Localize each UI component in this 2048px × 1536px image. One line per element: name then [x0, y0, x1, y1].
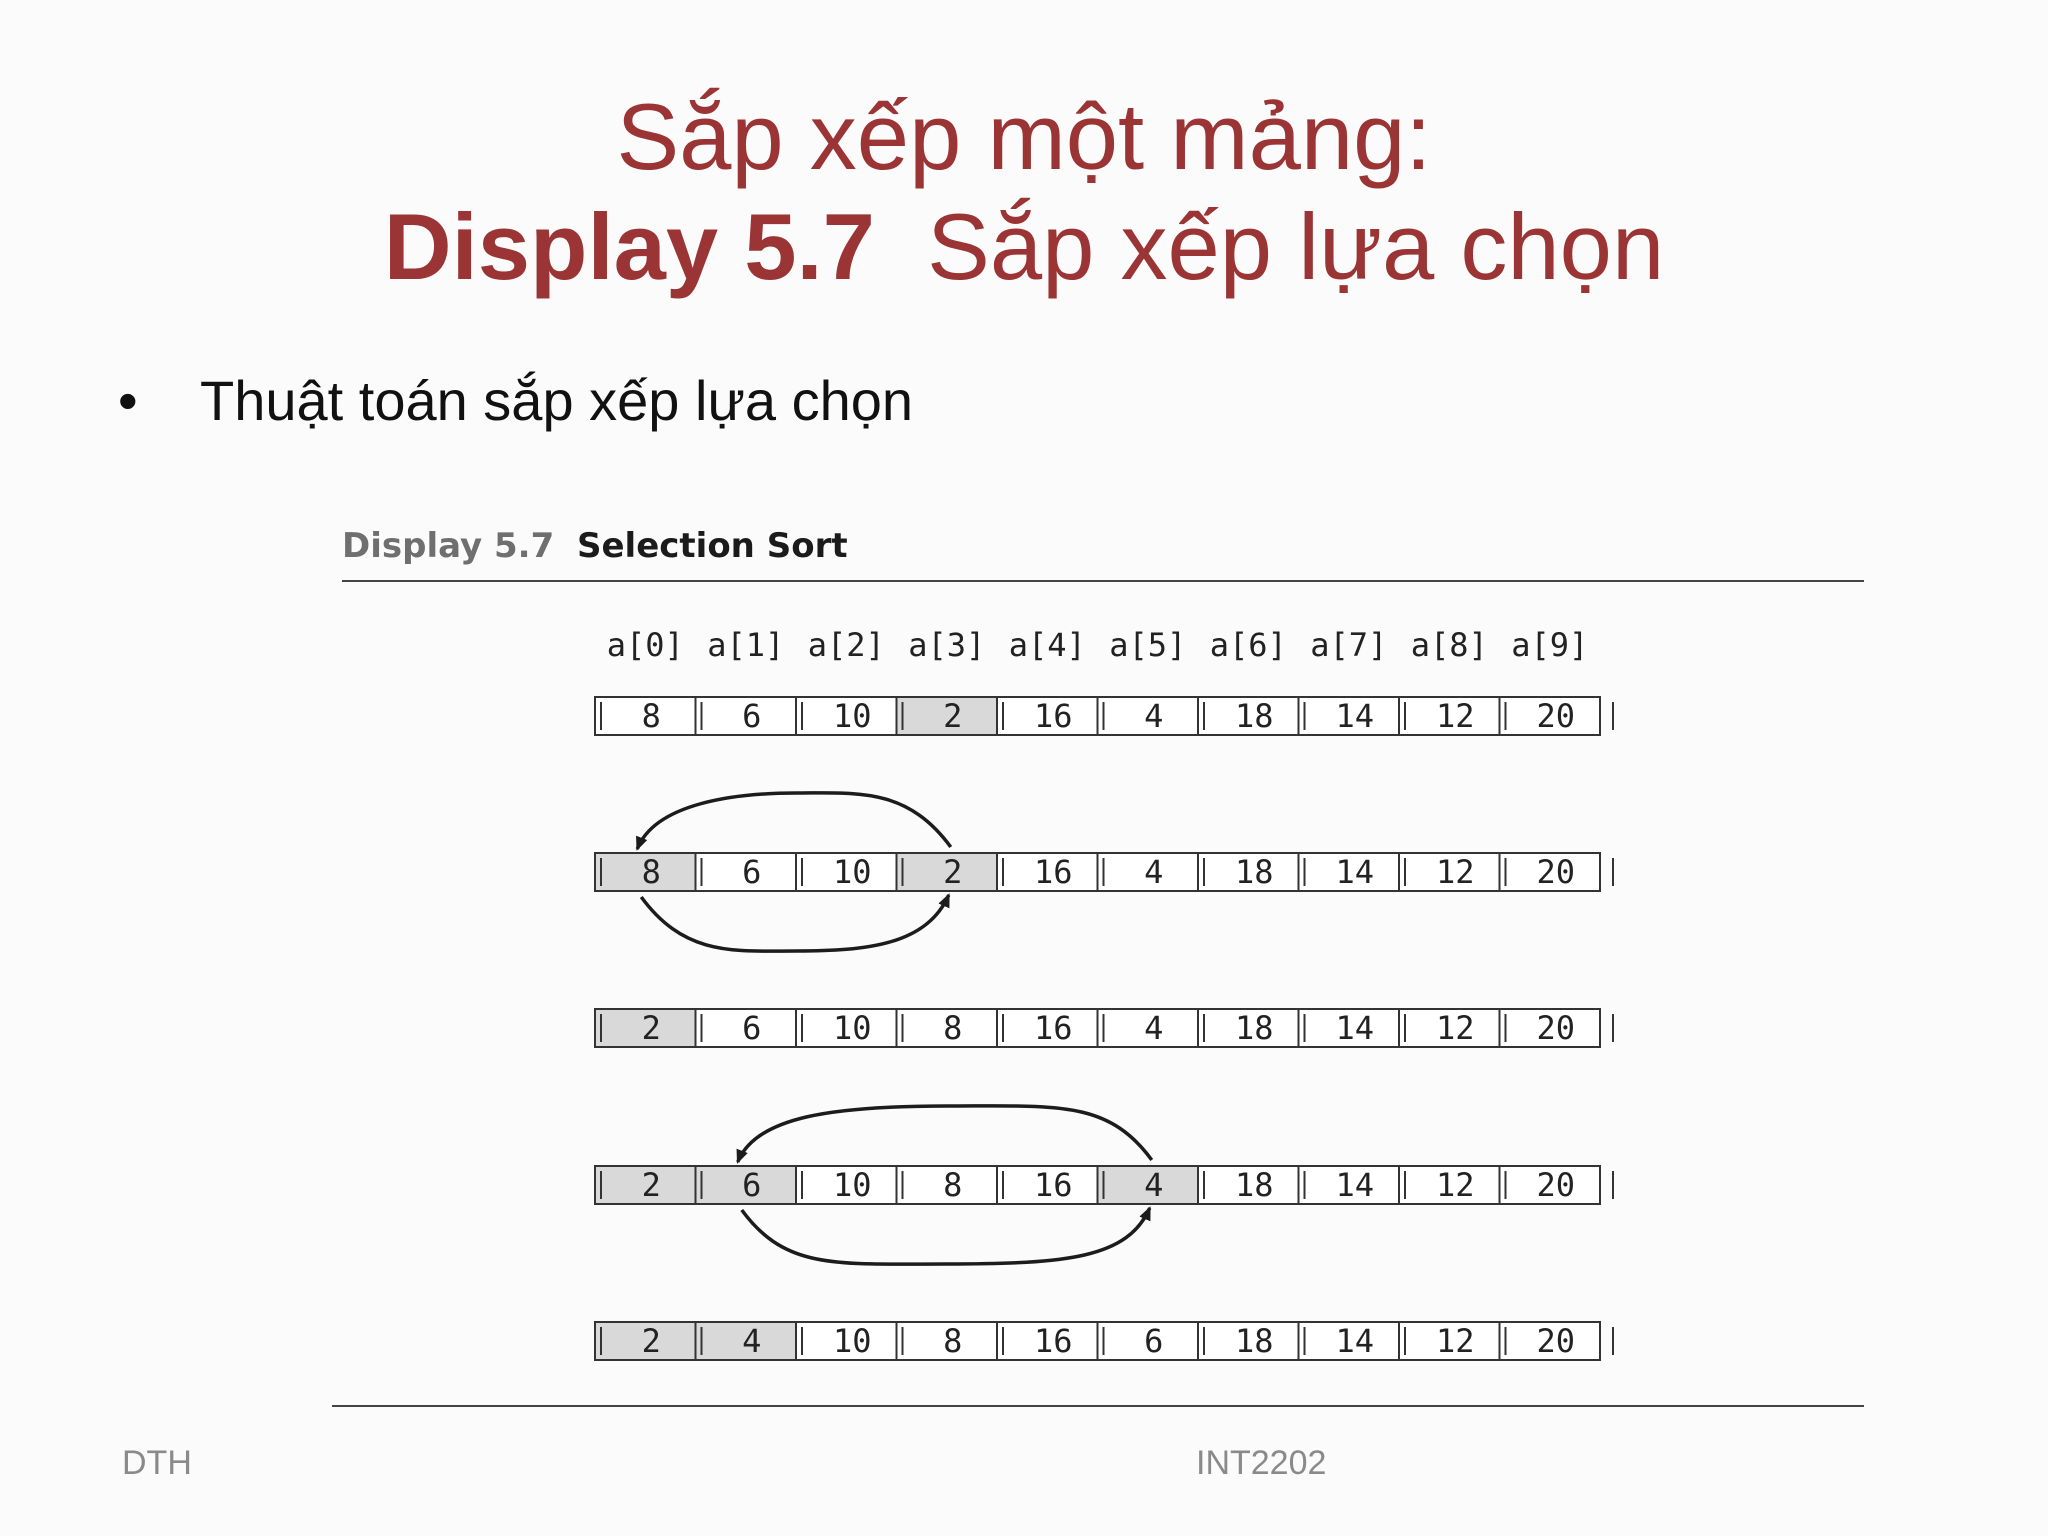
- index-header: a[0]: [606, 626, 684, 664]
- cell-value: 10: [832, 697, 872, 735]
- index-header: a[4]: [1008, 626, 1086, 664]
- cell-value: 6: [742, 853, 762, 891]
- bullet-text: Thuật toán sắp xếp lựa chọn: [200, 369, 914, 432]
- cell-value: 6: [742, 1166, 762, 1204]
- cell-value: 2: [641, 1009, 661, 1047]
- cell-value: 16: [1033, 853, 1073, 891]
- cell-value: 6: [1144, 1322, 1164, 1360]
- cell-value: 6: [742, 1009, 762, 1047]
- bullet-dot: •: [118, 369, 138, 432]
- array-row: [595, 697, 1613, 735]
- cell-value: 16: [1033, 1009, 1073, 1047]
- cell-value: 16: [1033, 697, 1073, 735]
- cell-value: 14: [1335, 697, 1375, 735]
- cell-value: 18: [1234, 697, 1274, 735]
- index-header: a[7]: [1310, 626, 1388, 664]
- cell-value: 6: [742, 697, 762, 735]
- index-header: a[3]: [908, 626, 986, 664]
- cell-value: 12: [1435, 853, 1475, 891]
- array-row: [595, 1166, 1613, 1204]
- index-header: a[9]: [1511, 626, 1589, 664]
- cell-value: 2: [943, 697, 963, 735]
- slide-title-line1: Sắp xếp một mảng:: [616, 84, 1432, 189]
- cell-value: 18: [1234, 1009, 1274, 1047]
- figure-label: Display 5.7: [342, 526, 555, 566]
- cell-value: 12: [1435, 1009, 1475, 1047]
- cell-value: 8: [641, 697, 661, 735]
- index-header: a[2]: [807, 626, 885, 664]
- cell-value: 18: [1234, 1166, 1274, 1204]
- cell-value: 14: [1335, 1009, 1375, 1047]
- cell-value: 14: [1335, 1322, 1375, 1360]
- cell-value: 16: [1033, 1166, 1073, 1204]
- cell-value: 20: [1536, 853, 1576, 891]
- cell-value: 16: [1033, 1322, 1073, 1360]
- cell-value: 10: [832, 853, 872, 891]
- cell-value: 20: [1536, 1009, 1576, 1047]
- array-row: [595, 853, 1613, 891]
- cell-value: 4: [1144, 1009, 1164, 1047]
- cell-value: 20: [1536, 697, 1576, 735]
- cell-value: 14: [1335, 853, 1375, 891]
- cell-value: 12: [1435, 1166, 1475, 1204]
- cell-value: 2: [641, 1166, 661, 1204]
- cell-value: 8: [943, 1166, 963, 1204]
- cell-value: 20: [1536, 1166, 1576, 1204]
- cell-value: 10: [832, 1322, 872, 1360]
- cell-value: 4: [1144, 1166, 1164, 1204]
- cell-value: 4: [742, 1322, 762, 1360]
- array-index-headers: [607, 626, 1589, 664]
- cell-value: 2: [641, 1322, 661, 1360]
- cell-value: 20: [1536, 1322, 1576, 1360]
- cell-value: 2: [943, 853, 963, 891]
- index-header: a[1]: [707, 626, 785, 664]
- swap-arrow-upper: [637, 793, 951, 849]
- swap-arrow-lower: [742, 1208, 1150, 1264]
- cell-value: 8: [943, 1322, 963, 1360]
- swap-arrow-lower: [641, 895, 949, 951]
- array-row: [595, 1009, 1613, 1047]
- figure-bottom-rule: [332, 1405, 1864, 1407]
- cell-value: 10: [832, 1009, 872, 1047]
- cell-value: 18: [1234, 1322, 1274, 1360]
- cell-value: 14: [1335, 1166, 1375, 1204]
- cell-value: 12: [1435, 697, 1475, 735]
- swap-arrow-upper: [738, 1106, 1152, 1162]
- cell-value: 10: [832, 1166, 872, 1204]
- index-header: a[8]: [1410, 626, 1488, 664]
- cell-value: 12: [1435, 1322, 1475, 1360]
- index-header: a[5]: [1109, 626, 1187, 664]
- figure-title: Selection Sort: [577, 526, 848, 566]
- footer-course-code: INT2202: [1196, 1444, 1327, 1482]
- footer-author: DTH: [122, 1444, 192, 1482]
- cell-value: 8: [641, 853, 661, 891]
- cell-value: 18: [1234, 853, 1274, 891]
- title-display-number: Display 5.7: [383, 194, 875, 299]
- index-header: a[6]: [1209, 626, 1287, 664]
- cell-value: 8: [943, 1009, 963, 1047]
- cell-value: 4: [1144, 853, 1164, 891]
- title-subtitle: Sắp xếp lựa chọn: [927, 194, 1665, 299]
- cell-value: 4: [1144, 697, 1164, 735]
- array-row: [595, 1322, 1613, 1360]
